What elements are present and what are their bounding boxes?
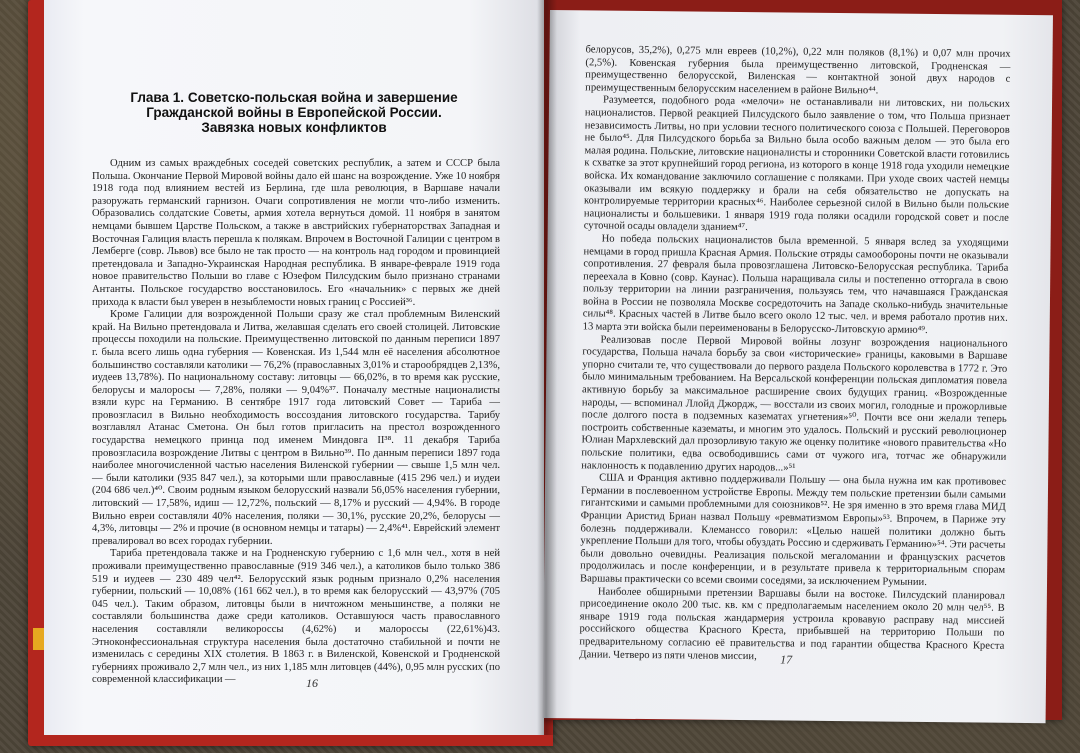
- paragraph: Кроме Галиции для возрожденной Польши сразу же стал проблемным Виленский край. На Вильно претендовала и Литва, желавшая сделать его своей столицей. Литовские процессы походили на польские. Преимущественно литовской по данным переписи 1897 г. была всего лишь одна губерния — Ковенская. Из 1,544 млн её населения абсолютное большинство составляли католики — 76,2% (православных 3,01% и старообрядцев 2,13%, иудеев 13,78%). По национальному составу: литовцы — 66,02%, в то время как русские, белорусы и малоросы — 7,28%, поляки — 9,04%³⁷. Поначалу местные националисты взяли курс на Германию. В сентябре 1917 года литовский Совет — Тариба — провозгласил в Вильно необходимость воссоздания литовского государства. Тарибу возглавлял Атанас Сметона. Он был готов пригласить на престол возрожденного государства немецкого принца под именем Миндовга II³⁸. 11 декабря Тариба провозгласила возрождение Литвы с центром в Вильно³⁹. По данным переписи 1897 года наиболее многочисленной частью населения Виленской губернии — свыше 1,5 млн чел. — были католики (935 847 чел.), за которыми шли православные (415 296 чел.) и иудеи (204 686 чел.)⁴⁰. Своим родным языком белорусский назвали 56,05% населения губернии, литовский — 17,58%, идиш — 12,72%, польский — 8,17% и русский — 4,94%. В городе Вильно евреи составляли 40% населения, поляки — 30,1%, русские 20,2%, белорусы — 4,3%, литовцы — 2% и прочие (в основном немцы и татары) — 2,4%⁴¹. Еврейский элемент превалировал во всех городах губернии.: [92, 309, 500, 547]
- page-number-left: 16: [306, 676, 318, 690]
- book-gutter: [537, 0, 557, 735]
- chapter-title: [104, 90, 484, 135]
- chapter-title-line-1: Глава 1. Советско-польская война и завершение: [130, 90, 458, 105]
- paragraph: белорусов, 35,2%), 0,275 млн евреев (10,2%), 0,22 млн поляков (8,1%) и 0,07 млн прочих (2,5%). Ковенская губерния была преимущественно литовской, Гродненская — преимущественно белорусской, Виленская — контактной зоной двух народов с преимущественным белорусским населением в районе Вильно⁴⁴.: [585, 44, 1011, 97]
- paragraph: Разумеется, подобного рода «мелочи» не останавливали ни литовских, ни польских националистов. Первой реакцией Пилсудского было заявление о том, что Польша признает независимость Литвы, но при условии тесного политического союза с Польшей. Переговоров не было⁴⁵. Для Пилсудского борьба за Вильно была особо важным делом — это была его малая родина. Польские, литовские националисты и сторонники Советской власти готовились к схватке за этот крупнейший город региона, из которого в конце 1918 года уходили немецкие войска. Их командование заключило соглашение с поляками. При уходе своих частей немцы оказывали им всякую поддержку и брали на себя обязательство не допускать на контролируемые территории красных⁴⁶. Наиболее серьезной силой в Вильно были польские националисты и большевики. 1 января 1919 года поляки осадили городской совет и после суточной осады овладели зданием⁴⁷.: [583, 94, 1011, 234]
- paragraph: США и Франция активно поддерживали Польшу — она была нужна им как противовес Германии в послевоенном устройстве Европы. Между тем польские претензии были самыми гигантскими и самыми проблемными для союзников⁵². Не зря именно в это время глава МИД Франции Аристид Бриан назвал Польшу «ревматизмом Европы»⁵³. Впрочем, в Париже эту болезнь поддерживали. Клеманссо говорил: «Целью нашей политики должно быть укрепление Польши для того, чтобы обуздать Россию и сдерживать Германию»⁵⁴. Эти расчеты были довольно очевидны. Реализация польской мегаломании и французских расчетов продолжилась и после конференции, и в результате привела к территориальным спорам Варшавы практически со всеми своими соседями, за исключением Румынии.: [579, 472, 1007, 588]
- paragraph: Наиболее обширными претензии Варшавы были на востоке. Пилсудский планировал присоединение около 200 тыс. кв. км с предполагаемым населением около 20 млн чел⁵⁵. В январе 1919 года польская жандармерия устроила кровавую расправу над миссией российского общества Красного Креста, прибывшей на территорию Польши по предварительному согласию её правительства и под гарантии общества Красного Креста Дании. Четверо из пяти членов миссии,: [579, 586, 1005, 662]
- left-page-body: [92, 158, 500, 687]
- left-page: [44, 0, 544, 735]
- right-page-body: [579, 44, 1010, 666]
- paragraph: Одним из самых враждебных соседей советских республик, а затем и СССР была Польша. Окончание Первой Мировой войны дало ей шанс на возрождение. Уже 10 ноября 1918 года под влиянием вестей из Берлина, где шла революция, в Варшаве начали разоружать германский гарнизон. Очаги сопротивления не могли что-либо изменить. Образовались солдатские Советы, армия хотела вернуться домой. 11 ноября в занятом немцами бывшем Царстве Польском, а также в австрийских губернаторствах Западная и Восточная Галиция власть перешла к полякам. Впрочем в Восточной Галиции с центром в Лемберге (совр. Львов) все было не так просто — на контроль над городом и провинцией претендовала и Западно-Украинская Народная республика. В январе-феврале 1919 года новое правительство Польши во главе с Юзефом Пилсудским было признано странами Антанты. Польское государство восстановилось. Его «начальник» с первых же дней прихода к власти был уверен в незыблемости новых границ с Россией³⁶.: [92, 158, 500, 308]
- chapter-title-line-2: Гражданской войны в Европейской России.: [146, 105, 442, 120]
- paragraph: Тариба претендовала также и на Гродненскую губернию с 1,6 млн чел., хотя в ней проживали преимущественно православные (919 346 чел.), а католиков было только 386 519 и иудеев — 230 489 чел⁴². Белорусский язык родным признало 0,2% населения губернии, польский — 10,08% (161 662 чел.), в то время как белорусский — 43,97% (705 045 чел.). Таким образом, литовцы были в ничтожном меньшинстве, а поляки не составляли большинства даже среди католиков. Оставшуюся часть православного населения составляли великороссы (4,62%) и малороссы (22,61%)43. Этноконфессиональная структура населения была достаточно стабильной и почти не изменилась с середины XIX столетия. В 1863 г. в Виленской, Ковенской и Гродненской губерниях проживало 2,7 млн чел., из них 1,185 млн литовцев (44%), 0,95 млн русских (по современной классификации —: [92, 548, 500, 686]
- right-page: [543, 10, 1053, 723]
- chapter-title-line-3: Завязка новых конфликтов: [201, 120, 387, 135]
- page-number-right: 17: [780, 652, 793, 667]
- paragraph: Но победа польских националистов была временной. 5 января вслед за уходящими немцами в город пришла Красная Армия. Польские отряды самообороны почти не оказывали сопротивления. 27 февраля была провозглашена Литовско-Белорусская республика. Тариба переехала в Ковно (совр. Каунас). Польша наращивала силы и постепенно отторгала в свою пользу территории на линии разграничения, пользуясь тем, что начавшаяся Гражданская война в России не позволяла Москве сосредоточить на Западе сколько-нибудь значительные силы⁴⁸. Красных частей в Литве было всего около 12 тыс. чел. и время работало против них. 13 марта эти войска были переименованы в Белорусско-Литовскую армию⁴⁹.: [582, 233, 1009, 337]
- paragraph: Реализовав после Первой Мировой войны лозунг возрождения национального государства, Польша начала борьбу за свои «исторические» границы, каковыми в Варшаве упорно считали те, что существовали до первого раздела Польского королевства в 1772 г. Это было минимальным требованием. На Версальской конференции польская дипломатия повела активную борьбу за максимальное расширение своих будущих границ. «Возрожденные народы, — вспоминал Ллойд Джордж, — восстали из своих могил, голодные и прожорливые после долгого поста в подземных казематах угнетения»⁵⁰. Почти все они желали теперь построить собственные казематы, и многим это удалось. Польский и русский революционер Юлиан Мархлевский дал прозорливую такую же оценку политике «нового правительства «Но польские политики, едва освободившись сами от чужого ига, тотчас же обнаружили наклонность к подавлению других народов...»⁵¹: [581, 334, 1008, 474]
